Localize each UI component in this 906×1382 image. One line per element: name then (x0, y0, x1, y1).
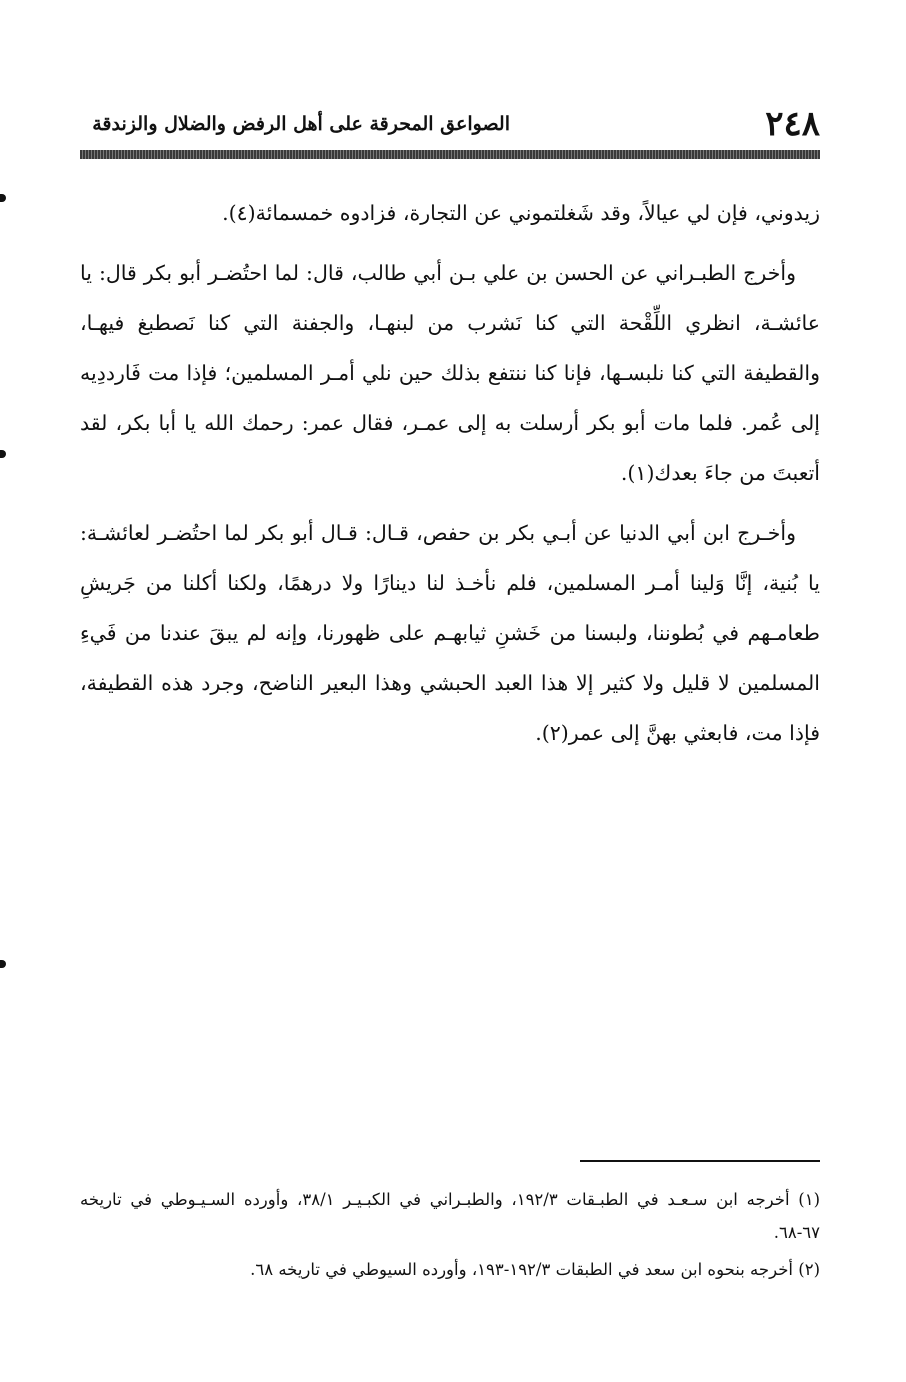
paragraph-continuation: زيدوني، فإن لي عيالاً، وقد شَغلتموني عن التجارة، فزادوه خمسمائة(٤). (222, 201, 820, 225)
margin-mark (0, 450, 6, 458)
paragraph-ibn-abi-dunya: وأخـرج ابن أبي الدنيا عن أبـي بكر بن حفص، قـال: قـال أبو بكر لما احتُضـر لعائشـة: يا بُنية، إنَّا وَلينا أمـر المسلمين، فلم نأخـذ لنا دينارًا ولا درهمًا، ولكنا أكلنا من جَريشِ طعامـهم في بُطوننا، ولبسنا من خَشنِ ثيابهـم على ظهورنا، وإنه لم يبقَ عندنا من فَيءِ المسلمين لا قليل ولا كثير إلا هذا العبد الحبشي وهذا البعير الناضح، وجرد هذه القطيفة، فإذا مت، فابعثي بهنَّ إلى عمر(٢). (80, 521, 820, 745)
running-title: الصواعق المحرقة على أهل الرفض والضلال والزندقة (92, 113, 510, 135)
footnote-2: (٢) أخرجه بنحوه ابن سعد في الطبقات ١٩٢/٣-١٩٣، وأورده السيوطي في تاريخه ٦٨. (250, 1260, 820, 1279)
footnotes (80, 1183, 820, 1290)
paragraph-tabarani: وأخرج الطبـراني عن الحسن بن علي بـن أبي طالب، قال: لما احتُضـر أبو بكر قال: يا عائشـة، انظري اللِّقْحة التي كنا نَشرب من لبنهـا، والجفنة التي كنا نَصطبغ فيهـا، والقطيفة التي كنا نلبسـها، فإنا كنا ننتفع بذلك حين نلي أمـر المسلمين؛ فإذا مت فَارددِيه إلى عُمر. فلما مات أبو بكر أرسلت به إلى عمـر، فقال عمر: رحمك الله يا أبا بكر، لقد أتعبتَ من جاءَ بعدك(١). (80, 261, 820, 485)
page-header (80, 104, 820, 144)
footnote-separator (580, 1160, 820, 1162)
main-text (80, 188, 820, 768)
header-rule (80, 150, 820, 159)
margin-mark (0, 194, 6, 202)
footnote-1: (١) أخرجه ابن سـعـد في الطبـقات ١٩٢/٣، والطبـراني في الكبـيـر ٣٨/١، وأورده السـيـوطي في تاريخه ٦٧-٦٨. (80, 1190, 820, 1242)
page-number: ٢٤٨ (765, 104, 820, 144)
margin-mark (0, 960, 6, 968)
